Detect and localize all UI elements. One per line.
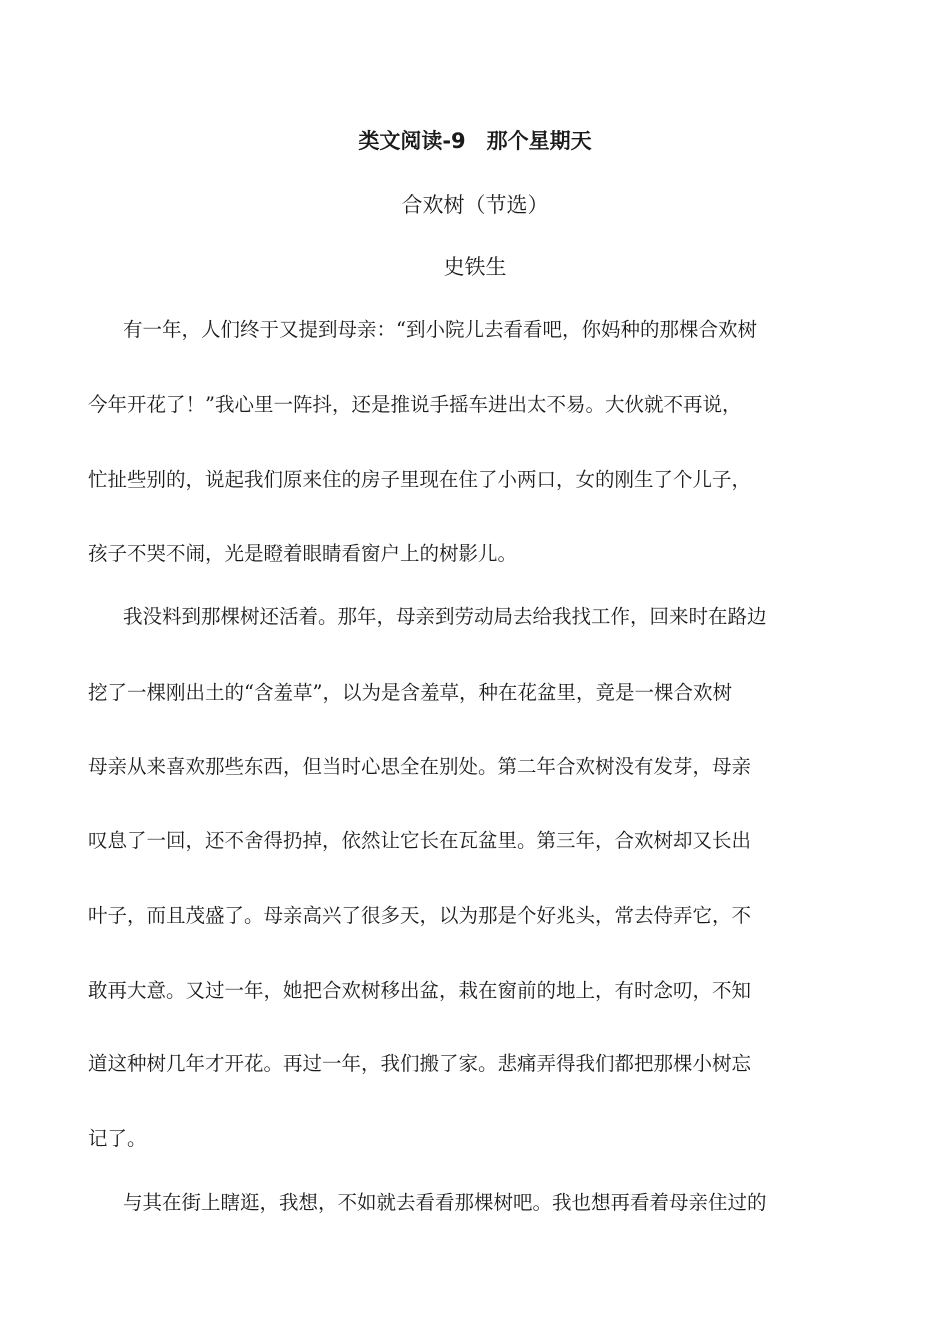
text-line: 忙扯些别的，说起我们原来住的房子里现在住了小两口，女的刚生了个儿子， [88,468,752,491]
text-line: 与其在街上瞎逛，我想，不如就去看看那棵树吧。我也想再看着母亲住过的 [123,1191,767,1214]
text-line: 叶子，而且茂盛了。母亲高兴了很多天，以为那是个好兆头，常去侍弄它，不 [88,904,752,927]
text-line: 挖了一棵刚出土的“含羞草”，以为是含羞草，种在花盆里，竟是一棵合欢树 [88,681,732,704]
text-line: 敢再大意。又过一年，她把合欢树移出盆，栽在窗前的地上，有时念叨，不知 [88,979,752,1002]
text-line: 道这种树几年才开花。再过一年，我们搬了家。悲痛弄得我们都把那棵小树忘 [88,1052,752,1075]
text-line: 母亲从来喜欢那些东西，但当时心思全在别处。第二年合欢树没有发芽，母亲 [88,755,752,778]
text-line: 有一年，人们终于又提到母亲：“到小院儿去看看吧，你妈种的那棵合欢树 [123,318,757,341]
document-title: 类文阅读-9 那个星期天 [358,129,592,153]
excerpt-title: 合欢树（节选） [401,193,549,217]
text-line: 我没料到那棵树还活着。那年，母亲到劳动局去给我找工作，回来时在路边 [123,605,767,628]
text-line: 叹息了一回，还不舍得扔掉，依然让它长在瓦盆里。第三年，合欢树却又长出 [88,829,752,852]
text-line: 今年开花了！”我心里一阵抖，还是推说手摇车进出太不易。大伙就不再说， [88,393,742,416]
author-name: 史铁生 [443,255,507,279]
text-line: 记了。 [88,1127,147,1150]
text-line: 孩子不哭不闹，光是瞪着眼睛看窗户上的树影儿。 [88,542,518,565]
